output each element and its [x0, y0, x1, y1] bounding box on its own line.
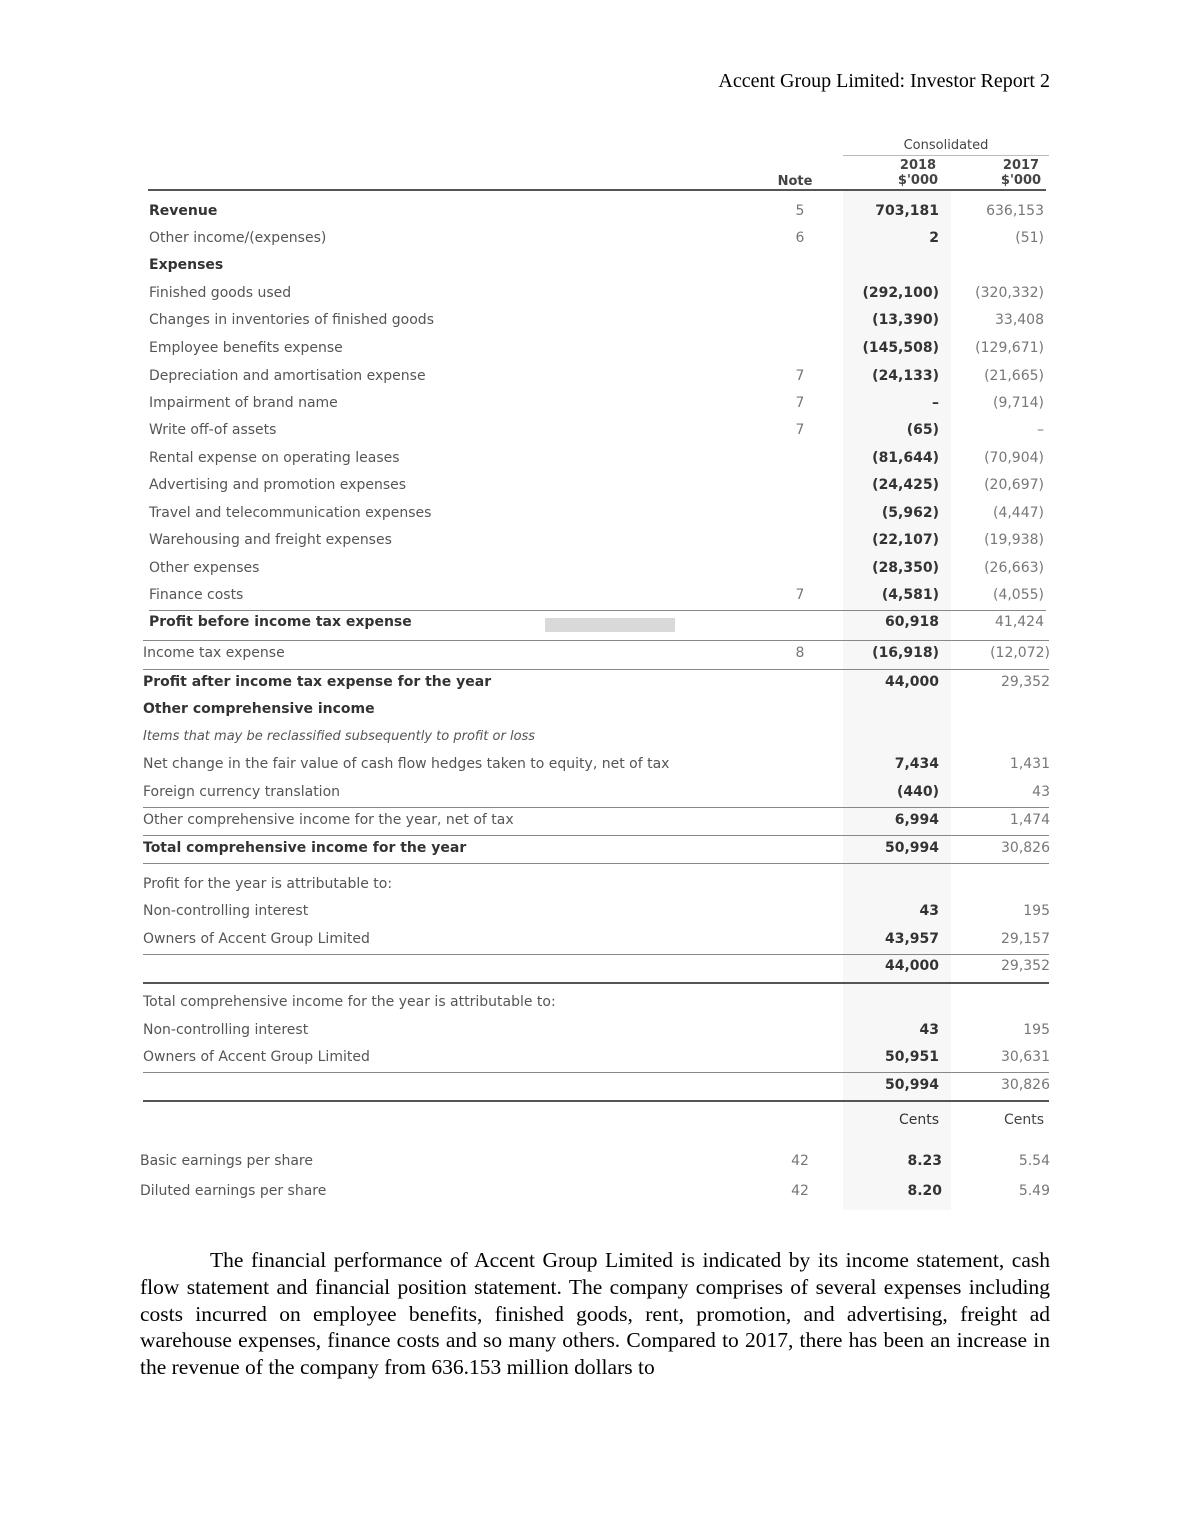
row-value-2017: 29,352	[1001, 958, 1050, 974]
row-value-2017: (70,904)	[984, 450, 1044, 466]
row-value-2017: (21,665)	[984, 368, 1044, 384]
row-value-2018: 60,918	[884, 614, 939, 630]
row-label: Profit after income tax expense for the year	[143, 674, 492, 690]
row-value-2018: (65)	[906, 422, 939, 438]
running-header: Accent Group Limited: Investor Report 2	[718, 70, 1050, 92]
row-value-2017: 195	[1023, 903, 1050, 919]
row-label: Total comprehensive income for the year	[143, 840, 467, 856]
column-2018-year: 2018	[899, 158, 937, 173]
row-value-2017: (4,447)	[992, 505, 1044, 521]
row-value-2017: 33,408	[995, 312, 1044, 328]
row-value-2018: 8.23	[907, 1153, 942, 1169]
row-value-2018: (5,962)	[881, 505, 939, 521]
row-label: Rental expense on operating leases	[149, 450, 400, 466]
column-2018-header	[863, 158, 973, 188]
table-row	[140, 308, 1052, 335]
table-row	[140, 990, 1052, 1017]
row-value-2017: –	[1037, 422, 1044, 438]
row-label: Profit for the year is attributable to:	[143, 876, 393, 892]
row-value-2018: (28,350)	[872, 560, 939, 576]
row-value-2018: 50,994	[884, 840, 939, 856]
column-2017-unit: $'000	[1000, 173, 1042, 188]
row-value-2018: 44,000	[884, 674, 939, 690]
row-label: Other comprehensive income for the year, net of tax	[143, 812, 514, 828]
row-label: Other comprehensive income	[143, 701, 375, 717]
table-rule	[143, 835, 1049, 836]
row-value-2018: (440)	[896, 784, 939, 800]
table-row	[140, 391, 1052, 418]
table-row	[140, 1179, 1052, 1206]
row-value-2018: 6,994	[894, 812, 939, 828]
row-value-2018: 50,994	[884, 1077, 939, 1093]
row-value-2017: 5.49	[1018, 1183, 1050, 1199]
row-note: 7	[795, 395, 805, 411]
row-value-2017: (129,671)	[975, 340, 1044, 356]
table-row	[140, 954, 1052, 981]
table-row	[140, 1149, 1052, 1176]
row-value-2018: (16,918)	[872, 645, 939, 661]
column-2017-header	[973, 158, 1069, 188]
row-note: 8	[795, 645, 805, 661]
table-rule	[143, 669, 1049, 670]
row-label: Foreign currency translation	[143, 784, 341, 800]
row-label: Impairment of brand name	[149, 395, 338, 411]
row-label: Total comprehensive income for the year is attributable to:	[143, 994, 556, 1010]
table-row	[140, 725, 1052, 752]
row-value-2017: (9,714)	[992, 395, 1044, 411]
table-row	[140, 281, 1052, 308]
table-row	[140, 1108, 1052, 1135]
row-label: Basic earnings per share	[140, 1153, 313, 1169]
row-value-2018: 8.20	[907, 1183, 942, 1199]
table-row	[140, 780, 1052, 807]
row-value-2017: 5.54	[1018, 1153, 1050, 1169]
row-note: 7	[795, 587, 805, 603]
table-row	[140, 418, 1052, 445]
table-row	[140, 836, 1052, 863]
row-label: Non-controlling interest	[143, 1022, 309, 1038]
row-value-2017: 41,424	[995, 614, 1044, 630]
row-value-2018: (145,508)	[862, 340, 939, 356]
row-value-2018: 703,181	[875, 203, 939, 219]
table-rule	[143, 1100, 1049, 1102]
table-row	[140, 226, 1052, 253]
table-row	[140, 1045, 1052, 1072]
table-row	[140, 336, 1052, 363]
table-row	[140, 364, 1052, 391]
row-label: Other income/(expenses)	[149, 230, 327, 246]
row-label: Revenue	[149, 203, 218, 219]
row-value-2017: 30,631	[1001, 1049, 1050, 1065]
table-row	[140, 927, 1052, 954]
row-label: Changes in inventories of finished goods	[149, 312, 434, 328]
table-row	[140, 697, 1052, 724]
table-rule	[149, 610, 1046, 611]
row-label: Other expenses	[149, 560, 260, 576]
body-paragraph: The financial performance of Accent Group Limited is indicated by its income statement, cash flow statement and financial position statement. The company comprises of several expenses including costs incurred on employee benefits, finished goods, rent, promotion, and advertising, freight ad warehouse expenses, finance costs and so many others. Compared to 2017, there has been an increase in the revenue of the company from 636.153 million dollars to	[140, 1248, 1050, 1380]
note-column-header: Note	[777, 174, 813, 189]
row-value-2017: (26,663)	[984, 560, 1044, 576]
row-label: Non-controlling interest	[143, 903, 309, 919]
table-row	[140, 899, 1052, 926]
row-value-2018: 43,957	[884, 931, 939, 947]
row-value-2017: (20,697)	[984, 477, 1044, 493]
row-value-2017: Cents	[1003, 1112, 1044, 1128]
row-value-2018: (13,390)	[872, 312, 939, 328]
table-row	[140, 808, 1052, 835]
table-row	[140, 610, 1052, 637]
row-value-2018: (24,133)	[872, 368, 939, 384]
row-value-2018: –	[932, 395, 939, 411]
row-label: Advertising and promotion expenses	[149, 477, 407, 493]
table-row	[140, 670, 1052, 697]
row-value-2018: (22,107)	[872, 532, 939, 548]
row-value-2017: 1,474	[1009, 812, 1050, 828]
row-note: 42	[791, 1153, 809, 1169]
column-2017-year: 2017	[1002, 158, 1040, 173]
row-value-2018: 50,951	[884, 1049, 939, 1065]
row-label: Warehousing and freight expenses	[149, 532, 392, 548]
row-value-2017: 29,157	[1001, 931, 1050, 947]
income-statement-table	[140, 135, 1052, 1210]
table-rule	[143, 1072, 1049, 1073]
row-value-2017: 43	[1032, 784, 1050, 800]
table-rule	[143, 807, 1049, 808]
row-label: Write off-of assets	[149, 422, 277, 438]
row-value-2017: 1,431	[1009, 756, 1050, 772]
row-label: Owners of Accent Group Limited	[143, 1049, 370, 1065]
row-value-2018: Cents	[898, 1112, 939, 1128]
row-label: Income tax expense	[143, 645, 285, 661]
row-label: Depreciation and amortisation expense	[149, 368, 426, 384]
table-row	[140, 583, 1052, 610]
row-value-2018: (4,581)	[881, 587, 939, 603]
table-row	[140, 446, 1052, 473]
row-value-2018: 44,000	[884, 958, 939, 974]
table-row	[140, 253, 1052, 280]
row-value-2017: (12,072)	[990, 645, 1050, 661]
table-rule	[143, 982, 1049, 984]
table-rule	[143, 954, 1049, 955]
row-value-2018: (81,644)	[872, 450, 939, 466]
row-label: Profit before income tax expense	[149, 614, 412, 630]
column-2018-unit: $'000	[897, 173, 939, 188]
row-value-2017: (320,332)	[975, 285, 1044, 301]
row-label: Items that may be reclassified subsequently to profit or loss	[143, 729, 536, 744]
row-note: 7	[795, 422, 805, 438]
row-value-2018: 43	[919, 1022, 939, 1038]
row-note: 42	[791, 1183, 809, 1199]
table-rule	[143, 640, 1049, 641]
table-row	[140, 1018, 1052, 1045]
row-label: Finance costs	[149, 587, 244, 603]
table-row	[140, 556, 1052, 583]
row-value-2017: (19,938)	[984, 532, 1044, 548]
row-label: Diluted earnings per share	[140, 1183, 327, 1199]
row-label: Travel and telecommunication expenses	[149, 505, 432, 521]
row-value-2017: 636,153	[986, 203, 1044, 219]
row-value-2018: (24,425)	[872, 477, 939, 493]
table-rule	[143, 863, 1049, 864]
table-row	[140, 1073, 1052, 1100]
row-value-2018: 43	[919, 903, 939, 919]
row-value-2017: 29,352	[1001, 674, 1050, 690]
row-value-2017: 195	[1023, 1022, 1050, 1038]
row-label: Finished goods used	[149, 285, 292, 301]
row-value-2018: 2	[929, 230, 939, 246]
table-row	[140, 641, 1052, 668]
row-value-2017: (51)	[1015, 230, 1044, 246]
row-label: Owners of Accent Group Limited	[143, 931, 370, 947]
table-row	[140, 872, 1052, 899]
row-value-2017: 30,826	[1001, 1077, 1050, 1093]
header-rule	[148, 189, 1046, 191]
row-value-2018: (292,100)	[862, 285, 939, 301]
row-value-2018: 7,434	[894, 756, 939, 772]
row-note: 7	[795, 368, 805, 384]
row-label: Expenses	[149, 257, 224, 273]
row-note: 6	[795, 230, 805, 246]
row-label: Employee benefits expense	[149, 340, 343, 356]
consolidated-rule	[843, 155, 1049, 156]
row-note: 5	[795, 203, 805, 219]
row-value-2017: (4,055)	[992, 587, 1044, 603]
table-row	[140, 528, 1052, 555]
consolidated-header: Consolidated	[903, 138, 989, 153]
row-label: Net change in the fair value of cash flow hedges taken to equity, net of tax	[143, 756, 670, 772]
table-row	[140, 199, 1052, 226]
table-row	[140, 752, 1052, 779]
table-row	[140, 501, 1052, 528]
row-value-2017: 30,826	[1001, 840, 1050, 856]
table-row	[140, 473, 1052, 500]
